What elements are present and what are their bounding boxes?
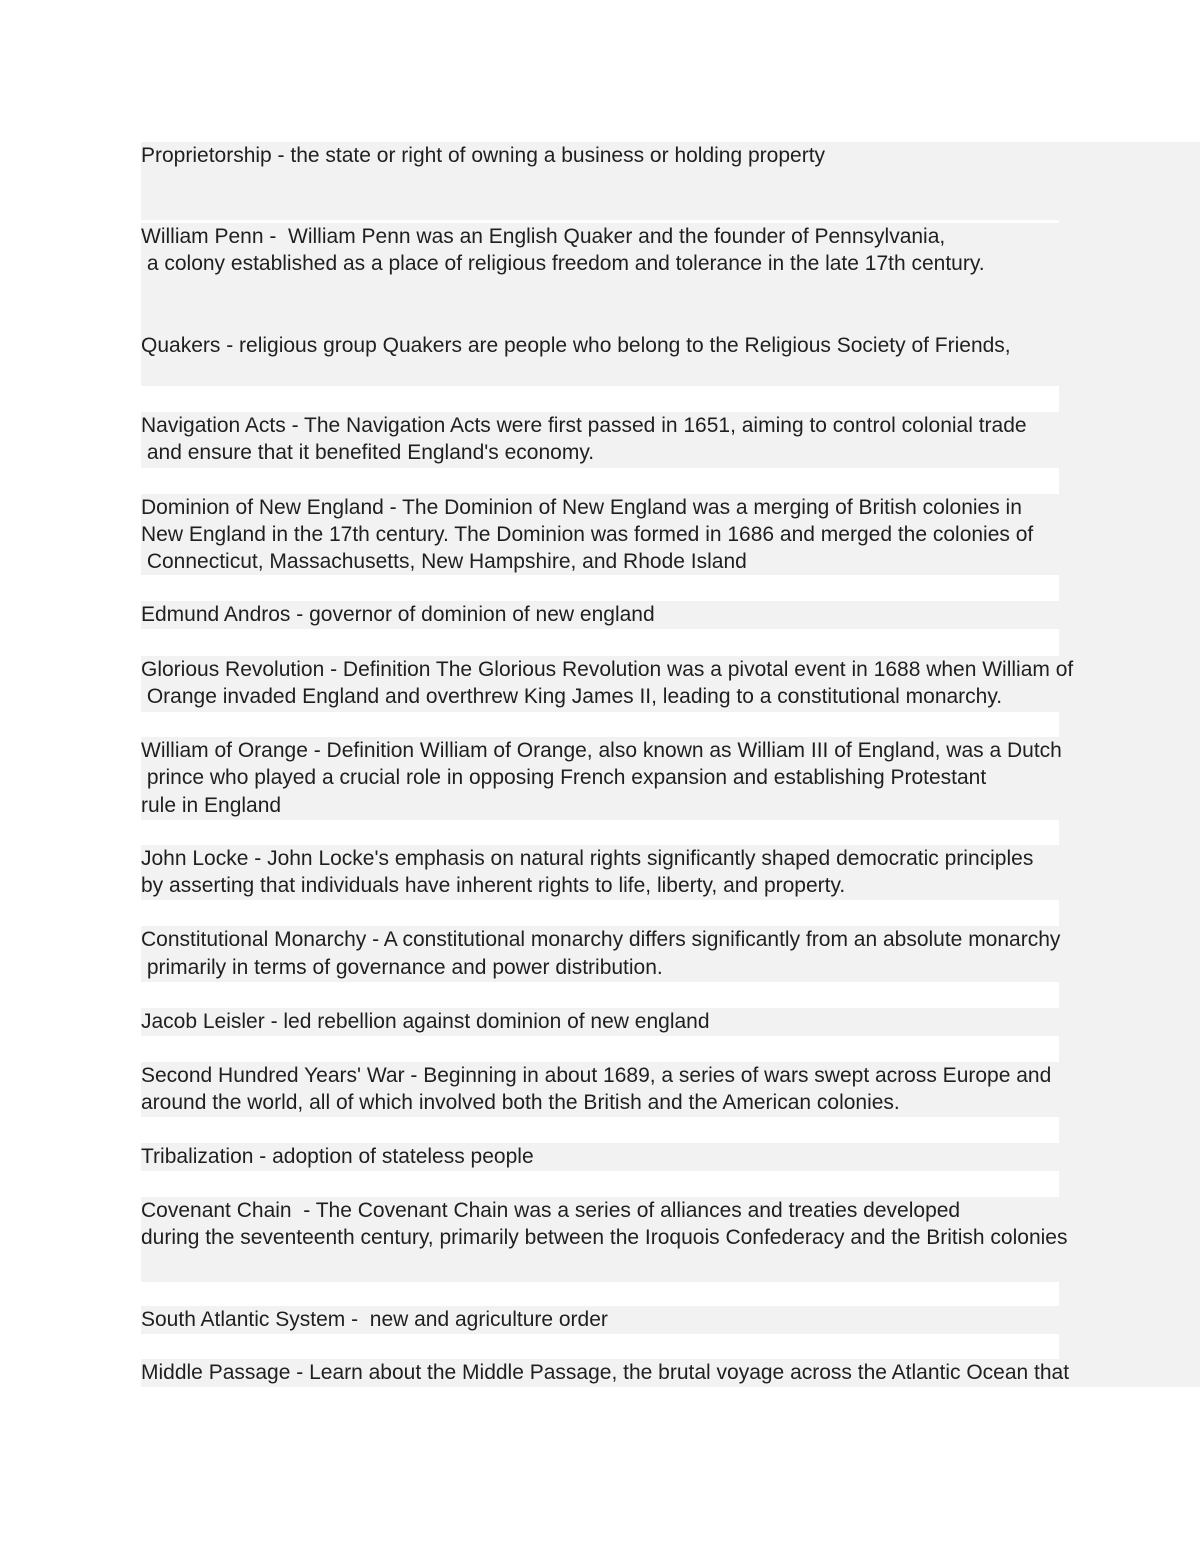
highlight-band (1059, 575, 1200, 601)
highlight-band (1059, 982, 1200, 1008)
entry-john-locke-line: by asserting that individuals have inherent rights to life, liberty, and property. (141, 874, 846, 897)
entry-jacob-leisler-line: Jacob Leisler - led rebellion against dominion of new england (141, 1010, 710, 1033)
highlight-band (1059, 1117, 1200, 1143)
entry-tribalization-line: Tribalization - adoption of stateless people (141, 1145, 534, 1168)
entry-william-of-orange-line: rule in England (141, 794, 282, 817)
entry-constitutional-monarchy-line: primarily in terms of governance and power distribution. (141, 956, 663, 979)
entry-william-penn-line: a colony established as a place of religious freedom and tolerance in the late 17th century. (141, 252, 985, 275)
entry-william-of-orange-line: William of Orange - Definition William of Orange, also known as William III of England, was a Dutch (141, 739, 1062, 762)
highlight-band (1059, 1171, 1200, 1197)
entry-glorious-revolution-line: Glorious Revolution - Definition The Glorious Revolution was a pivotal event in 1688 when William of (141, 658, 1074, 681)
highlight-band (1059, 629, 1200, 656)
entry-south-atlantic-system-line: South Atlantic System - new and agriculture order (141, 1308, 608, 1331)
highlight-band (1059, 712, 1200, 737)
highlight-band (1059, 1036, 1200, 1062)
entry-glorious-revolution-line: Orange invaded England and overthrew King James II, leading to a constitutional monarchy. (141, 685, 1003, 708)
entry-quakers-line: Quakers - religious group Quakers are people who belong to the Religious Society of Friends, (141, 334, 1011, 357)
entry-middle-passage-line: Middle Passage - Learn about the Middle Passage, the brutal voyage across the Atlantic Ocean that (141, 1361, 1070, 1384)
entry-second-hundred-years-war-line: Second Hundred Years' War - Beginning in about 1689, a series of wars swept across Europe and (141, 1064, 1052, 1087)
entry-proprietorship-line: Proprietorship - the state or right of owning a business or holding property (141, 144, 826, 167)
entry-second-hundred-years-war-line: around the world, all of which involved both the British and the American colonies. (141, 1091, 900, 1114)
highlight-band (1059, 1282, 1200, 1306)
highlight-band (1059, 1334, 1200, 1359)
entry-dominion-of-new-england-line: Connecticut, Massachusetts, New Hampshire, and Rhode Island (141, 550, 747, 573)
entry-navigation-acts-line: Navigation Acts - The Navigation Acts were first passed in 1651, aiming to control colonial trade (141, 414, 1027, 437)
highlight-band (1059, 468, 1200, 494)
entry-dominion-of-new-england-line: Dominion of New England - The Dominion of New England was a merging of British colonies in (141, 496, 1022, 519)
entry-william-penn-line: William Penn - William Penn was an English Quaker and the founder of Pennsylvania, (141, 225, 946, 248)
entry-william-of-orange-line: prince who played a crucial role in opposing French expansion and establishing Protestant (141, 766, 987, 789)
highlight-band (1059, 900, 1200, 926)
highlight-band (1059, 820, 1200, 845)
entry-dominion-of-new-england-line: New England in the 17th century. The Dominion was formed in 1686 and merged the colonies of (141, 523, 1034, 546)
entry-covenant-chain-line: Covenant Chain - The Covenant Chain was a series of alliances and treaties developed (141, 1199, 961, 1222)
entry-john-locke-line: John Locke - John Locke's emphasis on natural rights significantly shaped democratic principles (141, 847, 1034, 870)
highlight-band (141, 279, 1200, 332)
entry-edmund-andros-line: Edmund Andros - governor of dominion of new england (141, 603, 655, 626)
entry-navigation-acts-line: and ensure that it benefited England's economy. (141, 441, 595, 464)
highlight-band (1059, 386, 1200, 412)
entry-covenant-chain-line: during the seventeenth century, primarily between the Iroquois Confederacy and the British colonies (141, 1226, 1068, 1249)
entry-constitutional-monarchy-line: Constitutional Monarchy - A constitutional monarchy differs significantly from an absolute monarchy (141, 928, 1061, 951)
